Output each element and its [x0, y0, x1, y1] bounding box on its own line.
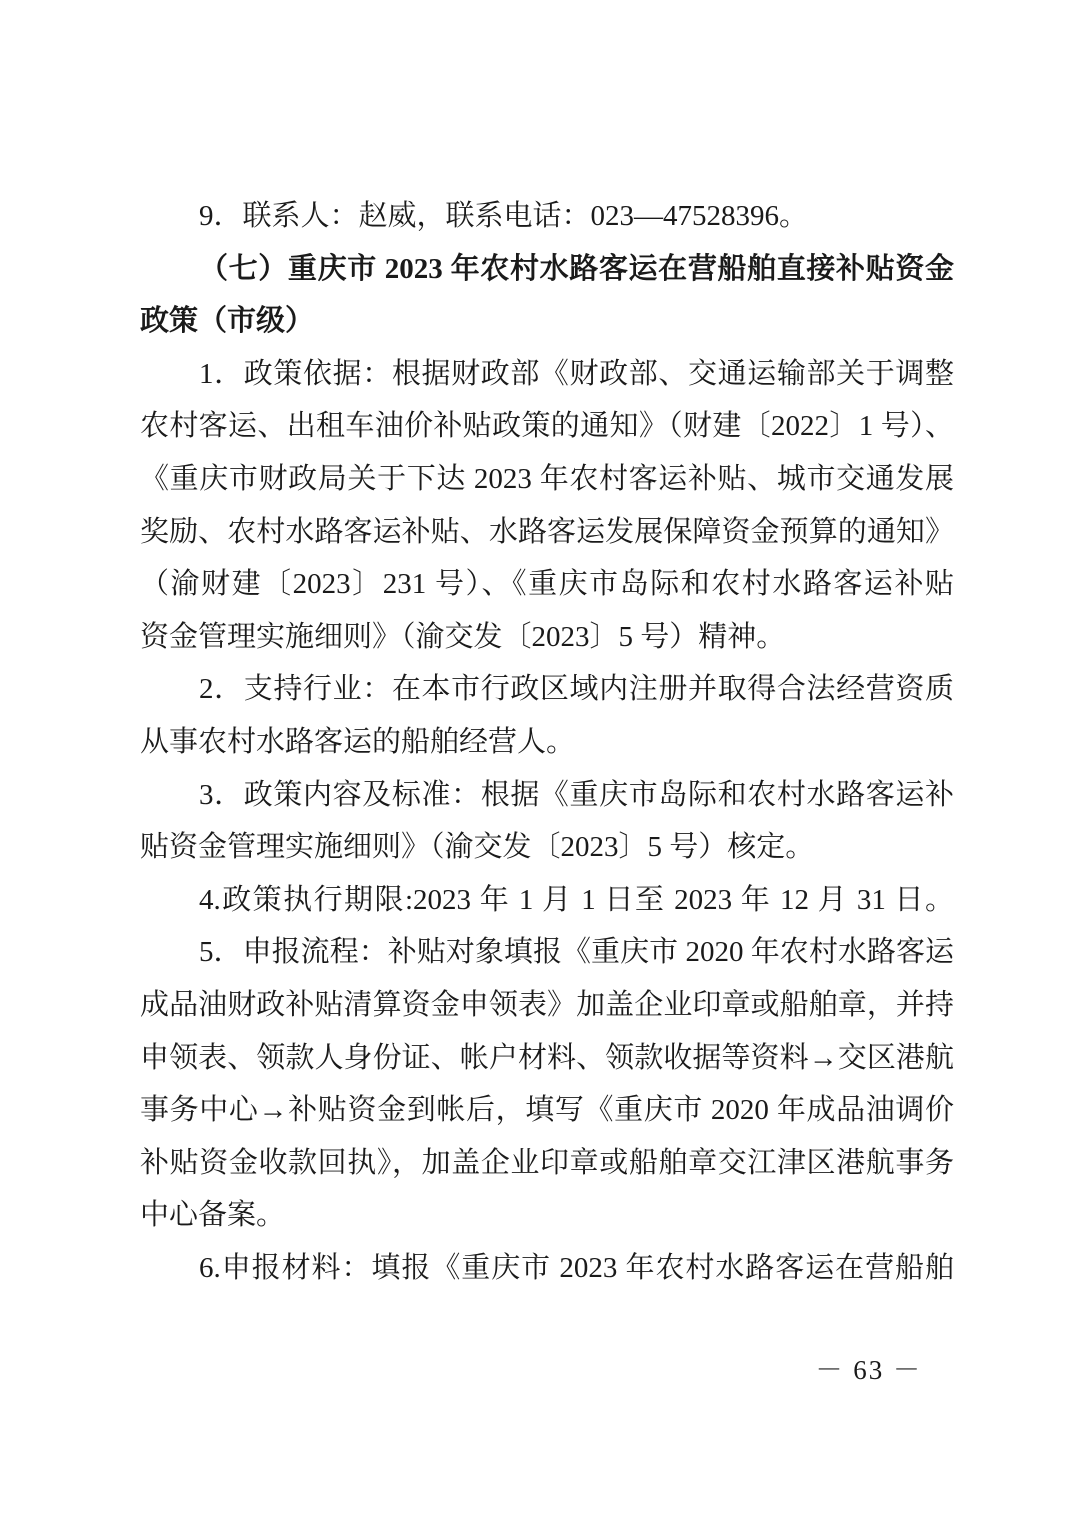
text-line: 中心备案。	[140, 1199, 286, 1232]
text-line: 5．申报流程：补贴对象填报《重庆市 2020 年农村水路客运	[199, 936, 954, 969]
text-line: 资金管理实施细则》（渝交发〔2023〕5 号）精神。	[140, 620, 786, 653]
text-line: 2．支持行业：在本市行政区域内注册并取得合法经营资质	[199, 673, 954, 706]
text-line: 从事农村水路客运的船舶经营人。	[140, 725, 576, 758]
text-line: 农村客运、出租车油价补贴政策的通知》（财建〔2022〕1 号）、	[140, 410, 954, 443]
text-line: 补贴资金收款回执》，加盖企业印章或船舶章交江津区港航事务	[140, 1146, 954, 1179]
text-line: 贴资金管理实施细则》（渝交发〔2023〕5 号）核定。	[140, 831, 815, 864]
text-line: 成品油财政补贴清算资金申领表》加盖企业印章或船舶章，并持	[140, 988, 954, 1021]
text-line: 事务中心→补贴资金到帐后，填写《重庆市 2020 年成品油调价	[140, 1094, 954, 1127]
text-line: 《重庆市财政局关于下达 2023 年农村客运补贴、城市交通发展	[140, 462, 954, 495]
text-line: 政策（市级）	[140, 305, 315, 338]
text-line: 奖励、农村水路客运补贴、水路客运发展保障资金预算的通知》	[140, 515, 954, 548]
text-line: 9．联系人：赵威，联系电话：023—47528396。	[199, 200, 809, 232]
text-line: 3．政策内容及标准：根据《重庆市岛际和农村水路客运补	[199, 778, 954, 811]
text-line: （渝财建〔2023〕231 号）、《重庆市岛际和农村水路客运补贴	[140, 568, 954, 601]
page-number: － 63 －	[815, 1355, 922, 1385]
text-line: 申领表、领款人身份证、帐户材料、领款收据等资料→交区港航	[140, 1041, 954, 1074]
text-line: 4.政策执行期限:2023 年 1 月 1 日至 2023 年 12 月 31 日。	[199, 883, 954, 916]
document-body	[140, 190, 954, 1294]
text-line: （七）重庆市 2023 年农村水路客运在营船舶直接补贴资金	[199, 252, 954, 285]
text-line: 1．政策依据：根据财政部《财政部、交通运输部关于调整	[199, 357, 954, 390]
text-line: 6.申报材料：填报《重庆市 2023 年农村水路客运在营船舶	[199, 1251, 954, 1284]
